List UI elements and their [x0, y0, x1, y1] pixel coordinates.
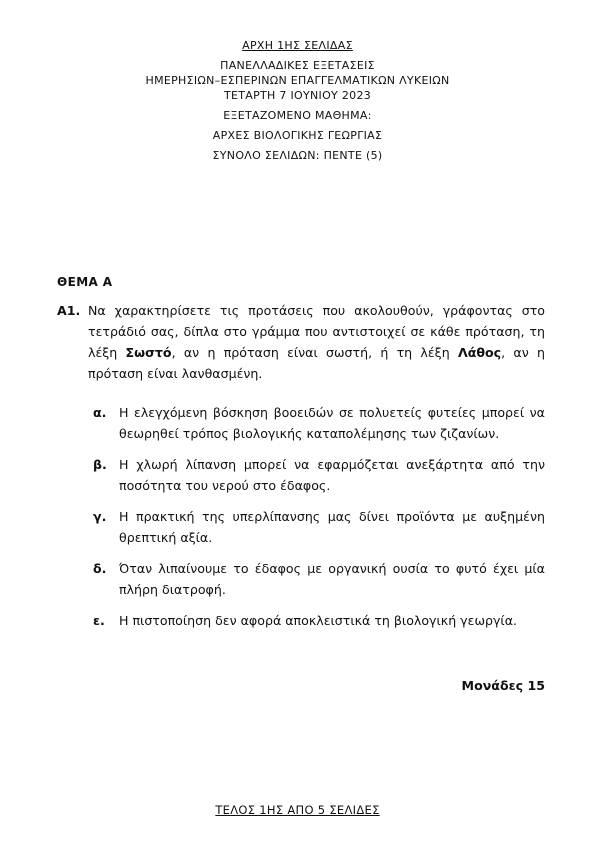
item-text: Η πιστοποίηση δεν αφορά αποκλειστικά τη βιολογική γεωργία.	[119, 613, 518, 628]
subject-label: ΕΞΕΤΑΖΟΜΕΝΟ ΜΑΘΗΜΑ:	[223, 109, 372, 122]
total-pages: ΣΥΝΟΛΟ ΣΕΛΙΔΩΝ: ΠΕΝΤΕ (5)	[212, 149, 383, 162]
list-item	[88, 558, 545, 600]
item-letter: β.	[93, 457, 107, 472]
question-a1	[57, 300, 545, 384]
true-word: Σωστό	[125, 345, 172, 360]
page-start-mark: ΑΡΧΗ 1ΗΣ ΣΕΛΙΔΑΣ	[242, 39, 353, 52]
item-text: Όταν λιπαίνουμε το έδαφος με οργανική ουσία το φυτό έχει μία πλήρη διατροφή.	[119, 561, 545, 597]
list-item	[88, 402, 545, 444]
item-text: Η χλωρή λίπανση μπορεί να εφαρμόζεται ανεξάρτητα από την ποσότητα του νερού στο έδαφος.	[119, 457, 545, 493]
question-text	[88, 300, 545, 384]
section-title: ΘΕΜΑ Α	[57, 275, 113, 289]
item-letter: δ.	[93, 561, 107, 576]
question-text-part: Να χαρακτηρίσετε τις προτάσεις που ακολουθούν, γράφοντας στο τετράδιό σας, δίπλα στο γράμμα που αντιστοιχεί σε κάθε πρόταση, τη λέξη	[88, 303, 545, 360]
item-text: Η πρακτική της υπερλίπανσης μας δίνει προϊόντα με αυξημένη θρεπτική αξία.	[119, 509, 545, 545]
exam-title: ΠΑΝΕΛΛΑΔΙΚΕΣ ΕΞΕΤΑΣΕΙΣ	[220, 59, 375, 72]
question-text-part: , αν η πρόταση είναι λανθασμένη.	[88, 345, 545, 381]
list-item	[88, 506, 545, 548]
item-letter: γ.	[93, 509, 107, 524]
statement-list	[88, 402, 545, 641]
item-letter: ε.	[93, 613, 105, 628]
false-word: Λάθος	[457, 345, 502, 360]
exam-header	[0, 38, 595, 163]
marks-label: Μονάδες 15	[461, 678, 545, 693]
subject-name: ΑΡΧΕΣ ΒΙΟΛΟΓΙΚΗΣ ΓΕΩΡΓΙΑΣ	[212, 129, 383, 142]
question-text-part: , αν η πρόταση είναι σωστή, ή τη λέξη	[171, 345, 458, 360]
question-number: Α1.	[57, 303, 81, 318]
school-type: ΗΜΕΡΗΣΙΩΝ–ΕΣΠΕΡΙΝΩΝ ΕΠΑΓΓΕΛΜΑΤΙΚΩΝ ΛΥΚΕΙΩΝ	[145, 74, 450, 87]
list-item	[88, 454, 545, 496]
item-letter: α.	[93, 405, 107, 420]
list-item	[88, 610, 545, 631]
page-end-mark: ΤΕΛΟΣ 1ΗΣ ΑΠΟ 5 ΣΕΛΙΔΕΣ	[215, 803, 380, 817]
exam-date: ΤΕΤΑΡΤΗ 7 ΙΟΥΝΙΟΥ 2023	[223, 89, 372, 102]
item-text: Η ελεγχόμενη βόσκηση βοοειδών σε πολυετείς φυτείες μπορεί να θεωρηθεί τρόπος βιολογικής καταπολέμησης των ζιζανίων.	[119, 405, 545, 441]
